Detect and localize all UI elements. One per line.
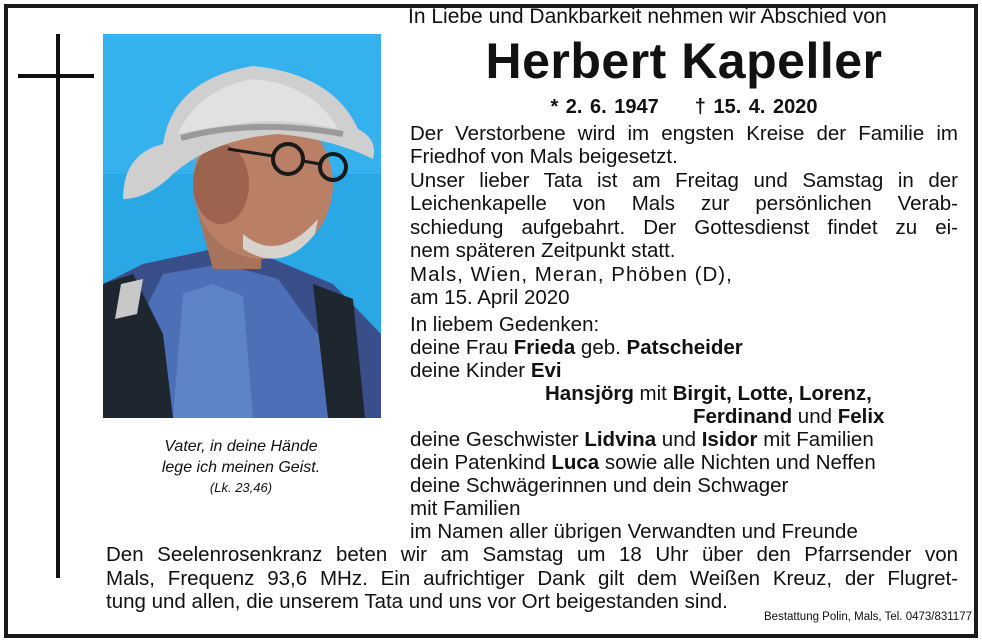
inlaws-line-1: deine Schwägerinnen und dein Schwager: [410, 474, 789, 497]
sibling-isidor: Isidor: [701, 428, 758, 451]
viewing-line-4: nem späteren Zeitpunkt statt.: [410, 239, 676, 262]
child-evi: Evi: [530, 359, 562, 382]
child-hansjoerg-line: [545, 382, 872, 406]
life-dates: [408, 94, 960, 120]
funeral-home-footer: Bestattung Polin, Mals, Tel. 0473/831177: [764, 611, 972, 623]
deceased-name: Herbert Kapeller: [485, 33, 883, 89]
places-line: Mals, Wien, Meran, Phöben (D),: [410, 263, 733, 286]
burial-line-1: Der Verstorbene wird im engsten Kreise der Familie im: [410, 122, 958, 145]
place-date: am 15. April 2020: [410, 286, 570, 309]
cross-horizontal: [18, 74, 94, 78]
children-prefix: deine Kinder: [410, 359, 531, 382]
remembrance-heading: In liebem Gedenken:: [410, 313, 600, 336]
children-line: [410, 359, 562, 383]
quote-line-1: Vater, in deine Hände: [164, 438, 318, 455]
viewing-line-3: schiedung aufgebahrt. Der Gottesdienst findet zu ei-: [410, 216, 958, 239]
closing-line-3: tung und allen, die unserem Tata und uns vor Ort beigestanden sind.: [106, 590, 728, 613]
viewing-line-2: Leichenkapelle von Mals zur persönlichen Verab-: [410, 192, 958, 215]
wife-prefix: deine Frau: [410, 336, 514, 359]
godchild-prefix: dein Patenkind: [410, 451, 552, 474]
sibling-lidvina: Lidvina: [584, 428, 657, 451]
grandchild-felix: Felix: [837, 405, 885, 428]
quote-line-2: lege ich meinen Geist.: [161, 459, 321, 476]
grandchildren-line: [693, 405, 884, 429]
burial-line-2: Friedhof von Mals beigesetzt.: [410, 145, 678, 168]
wife-name: Frieda: [513, 336, 576, 359]
grandchild-ferdinand: Ferdinand: [693, 405, 793, 428]
grandchildren-and: und: [792, 405, 838, 428]
grandchildren-1: Birgit, Lotte, Lorenz,: [672, 382, 872, 405]
portrait-photo: [103, 34, 381, 418]
intro-line: In Liebe und Dankbarkeit nehmen wir Abschied von: [408, 5, 887, 28]
quote-reference: (Lk. 23,46): [209, 480, 273, 495]
wife-line: [410, 336, 743, 360]
death-date: † 15. 4. 2020: [694, 96, 818, 118]
inlaws-line-2: mit Familien: [410, 497, 521, 520]
closing-line-2: Mals, Frequenz 93,6 MHz. Ein aufrichtiger Dank gilt dem Weißen Kreuz, der Flugret-: [106, 567, 958, 590]
wife-maiden-name: Patscheider: [626, 336, 743, 359]
cross-vertical: [56, 34, 60, 578]
godchild-luca: Luca: [551, 451, 600, 474]
siblings-line: [410, 428, 874, 452]
siblings-suffix: mit Familien: [757, 428, 874, 451]
relatives-line: im Namen aller übrigen Verwandten und Freunde: [410, 520, 858, 543]
siblings-and: und: [656, 428, 702, 451]
child-hansjoerg: Hansjörg: [545, 382, 634, 405]
viewing-line-1: Unser lieber Tata ist am Freitag und Samstag in der: [410, 169, 958, 192]
bible-quote: [96, 436, 386, 498]
siblings-prefix: deine Geschwister: [410, 428, 585, 451]
wife-mid: geb.: [575, 336, 627, 359]
closing-line-1: Den Seelenrosenkranz beten wir am Samstag um 18 Uhr über den Pfarrsender von: [106, 543, 958, 566]
godchild-line: [410, 451, 876, 475]
children-with: mit: [633, 382, 673, 405]
birth-date: * 2. 6. 1947: [550, 96, 659, 118]
godchild-suffix: sowie alle Nichten und Neffen: [599, 451, 876, 474]
